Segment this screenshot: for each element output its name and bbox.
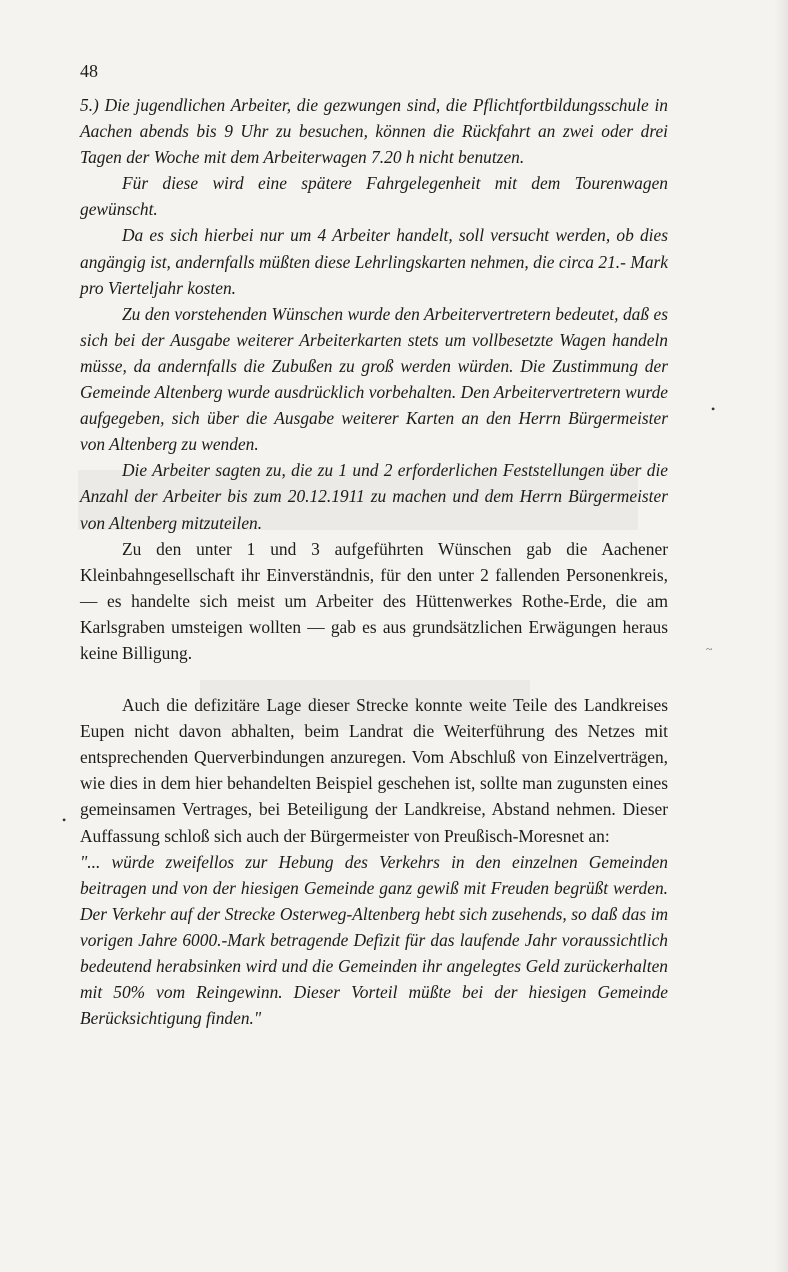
paragraph-kleinbahngesellschaft: Zu den unter 1 und 3 aufgeführten Wünschen gab die Aachener Kleinbahngesellschaft ihr Einverständnis, für den unter 2 fallenden Personenkreis, — es handelte sich meist um Arbeiter des Hüttenwerkes Rothe-Erde, die am Karlsgraben umsteigen wollten — gab es aus grundsätzlichen Erwägungen heraus keine Billigung. xyxy=(80,538,668,663)
margin-dot-2: • xyxy=(62,813,67,827)
paragraph-feststellungen: Die Arbeiter sagten zu, die zu 1 und 2 erforderlichen Feststellungen über die Anzahl der Arbeiter bis zum 20.12.1911 zu machen und dem Herrn Bürgermeister von Altenberg mitzuteilen. xyxy=(80,460,668,533)
body-text xyxy=(80,92,668,1031)
paragraph-tourenwagen: Für diese wird eine spätere Fahrgelegenheit mit dem Tourenwagen gewünscht. xyxy=(80,173,668,220)
quotation-buergermeister: "... würde zweifellos zur Hebung des Verkehrs in den einzelnen Gemeinden beitragen und von der hiesigen Gemeinde ganz gewiß mit Freuden begrüßt werden. Der Verkehr auf der Strecke Osterweg-Altenberg hebt sich zusehends, so daß das im vorigen Jahre 6000.-Mark betragende Defizit für das laufende Jahr voraussichtlich bedeutend herabsinken wird und die Gemeinden ihr angelegtes Geld zurückerhalten mit 50% vom Reingewinn. Dieser Vorteil müßte bei der hiesigen Gemeinde Berücksichtigung finden." xyxy=(80,851,668,1029)
margin-dot: • xyxy=(711,402,716,416)
margin-squiggle: ~ xyxy=(706,642,713,656)
paragraph-point-5: 5.) Die jugendlichen Arbeiter, die gezwungen sind, die Pflichtfortbildungsschule in Aachen abends bis 9 Uhr zu besuchen, können die Rückfahrt an zwei oder drei Tagen der Woche mit dem Arbeiterwagen 7.20 h nicht benutzen. xyxy=(80,95,668,168)
page-edge-shadow xyxy=(774,0,788,1272)
paragraph-defizitaere-lage: Auch die defizitäre Lage dieser Strecke konnte weite Teile des Landkreises Eupen nicht davon abhalten, beim Landrat die Weiterführung des Netzes mit entsprechenden Querverbindungen anzuregen. Vom Abschluß von Einzelverträgen, wie dies in dem hier behandelten Beispiel geschehen ist, sollte man zugunsten eines gemeinsamen Vertrages, bei Beteiligung der Landkreise, Abstand nehmen. Dieser Auffassung schloß sich auch der Bürgermeister von Preußisch-Moresnet an: xyxy=(80,695,668,846)
paragraph-lehrlingskarten: Da es sich hierbei nur um 4 Arbeiter handelt, soll versucht werden, ob dies angängig ist, andernfalls müßten diese Lehrlingskarten nehmen, die circa 21.- Mark pro Vierteljahr kosten. xyxy=(80,225,668,298)
paragraph-gap xyxy=(80,666,668,692)
page-number: 48 xyxy=(80,61,98,81)
paragraph-arbeitervertreter: Zu den vorstehenden Wünschen wurde den Arbeitervertretern bedeutet, daß es sich bei der Ausgabe weiterer Arbeiterkarten stets um vollbesetzte Wagen handeln müsse, da andernfalls die Zubußen zu groß werden würden. Die Zustimmung der Gemeinde Altenberg wurde ausdrücklich vorbehalten. Den Arbeitervertretern wurde aufgegeben, sich über die Ausgabe weiterer Karten an den Herrn Bürgermeister von Altenberg zu wenden. xyxy=(80,303,668,455)
